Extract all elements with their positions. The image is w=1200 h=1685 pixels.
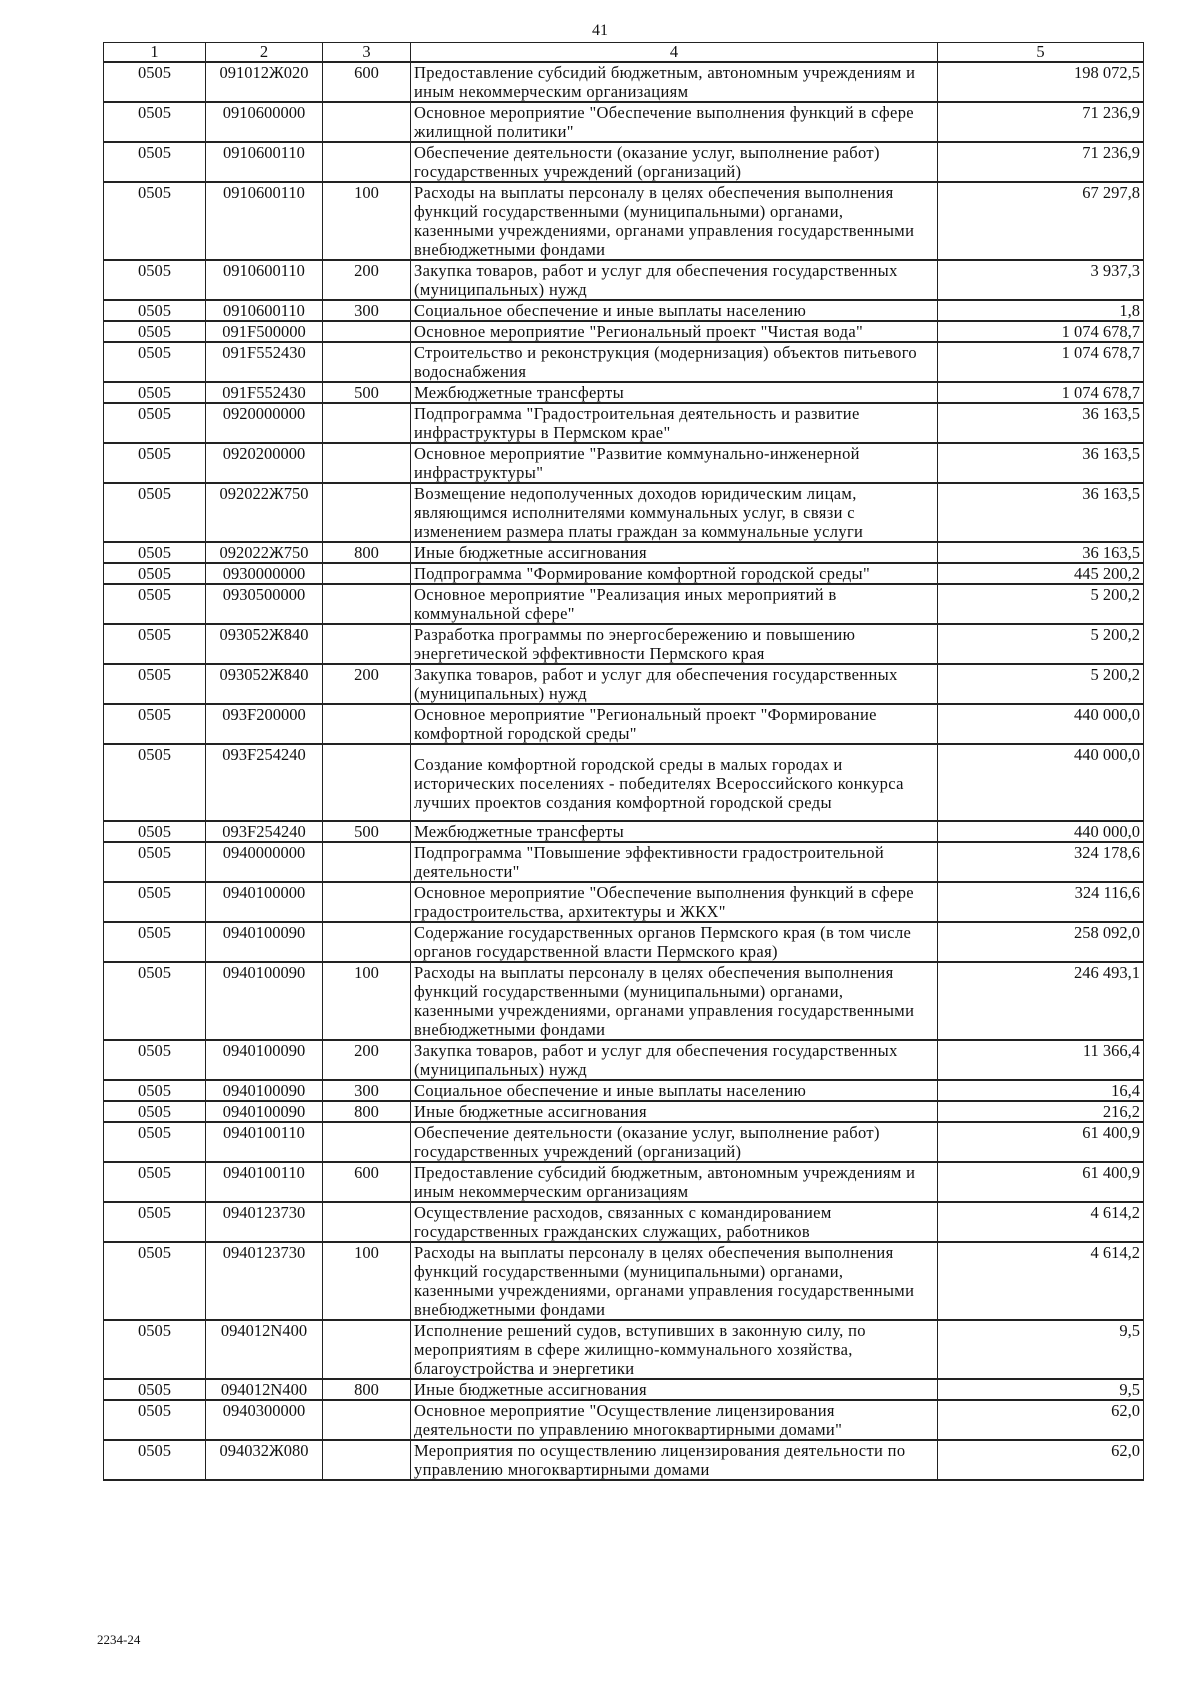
target-article-code-cell: 091F552430: [206, 342, 323, 382]
section-code-cell: 0505: [104, 1040, 206, 1080]
section-code-cell: 0505: [104, 664, 206, 704]
table-body: [104, 62, 1144, 1480]
footer-code: 2234-24: [97, 1632, 141, 1647]
expense-type-code-cell: [323, 704, 411, 744]
target-article-code-cell: 091012Ж020: [206, 62, 323, 102]
table-row: [104, 260, 1144, 300]
description-cell: Межбюджетные трансферты: [411, 821, 938, 842]
page-number: 41: [592, 22, 608, 39]
amount-cell: 4 614,2: [938, 1202, 1144, 1242]
amount-cell: 36 163,5: [938, 542, 1144, 563]
description-cell: Подпрограмма "Формирование комфортной городской среды": [411, 563, 938, 584]
table-row: [104, 704, 1144, 744]
target-article-code-cell: 091F552430: [206, 382, 323, 403]
amount-cell: 4 614,2: [938, 1242, 1144, 1320]
amount-cell: 36 163,5: [938, 483, 1144, 542]
expense-type-code-cell: 500: [323, 382, 411, 403]
target-article-code-cell: 0940100000: [206, 882, 323, 922]
section-code-cell: 0505: [104, 922, 206, 962]
table-row: [104, 624, 1144, 664]
section-code-cell: 0505: [104, 62, 206, 102]
section-code-cell: 0505: [104, 260, 206, 300]
expense-type-code-cell: [323, 1202, 411, 1242]
description-cell: Основное мероприятие "Реализация иных мероприятий в коммунальной сфере": [411, 584, 938, 624]
expense-type-code-cell: 300: [323, 1080, 411, 1101]
section-code-cell: 0505: [104, 704, 206, 744]
target-article-code-cell: 093052Ж840: [206, 624, 323, 664]
target-article-code-cell: 093052Ж840: [206, 664, 323, 704]
amount-cell: 246 493,1: [938, 962, 1144, 1040]
target-article-code-cell: 0910600110: [206, 142, 323, 182]
expense-type-code-cell: 500: [323, 821, 411, 842]
expense-type-code-cell: 800: [323, 542, 411, 563]
section-code-cell: 0505: [104, 624, 206, 664]
header-col-4: 4: [411, 43, 938, 63]
description-cell: Создание комфортной городской среды в малых городах и исторических поселениях - победителях Всероссийского конкурса лучших проектов создания комфортной городской среды: [411, 744, 938, 821]
description-cell: Обеспечение деятельности (оказание услуг, выполнение работ) государственных учреждений (организаций): [411, 142, 938, 182]
description-cell: Межбюджетные трансферты: [411, 382, 938, 403]
section-code-cell: 0505: [104, 182, 206, 260]
section-code-cell: 0505: [104, 1202, 206, 1242]
expense-type-code-cell: [323, 443, 411, 483]
expense-type-code-cell: 200: [323, 260, 411, 300]
section-code-cell: 0505: [104, 821, 206, 842]
table-row: [104, 1101, 1144, 1122]
table-row: [104, 182, 1144, 260]
section-code-cell: 0505: [104, 382, 206, 403]
target-article-code-cell: 0930000000: [206, 563, 323, 584]
amount-cell: 36 163,5: [938, 403, 1144, 443]
expense-type-code-cell: 100: [323, 182, 411, 260]
expense-type-code-cell: [323, 483, 411, 542]
target-article-code-cell: 092022Ж750: [206, 542, 323, 563]
amount-cell: 71 236,9: [938, 142, 1144, 182]
table-row: [104, 922, 1144, 962]
description-cell: Предоставление субсидий бюджетным, автономным учреждениям и иным некоммерческим организациям: [411, 1162, 938, 1202]
expense-type-code-cell: [323, 882, 411, 922]
target-article-code-cell: 0920200000: [206, 443, 323, 483]
amount-cell: 71 236,9: [938, 102, 1144, 142]
description-cell: Основное мероприятие "Региональный проект "Формирование комфортной городской среды": [411, 704, 938, 744]
section-code-cell: 0505: [104, 1242, 206, 1320]
description-cell: Закупка товаров, работ и услуг для обеспечения государственных (муниципальных) нужд: [411, 260, 938, 300]
table-row: [104, 382, 1144, 403]
section-code-cell: 0505: [104, 563, 206, 584]
table-row: [104, 321, 1144, 342]
section-code-cell: 0505: [104, 1101, 206, 1122]
amount-cell: 324 116,6: [938, 882, 1144, 922]
target-article-code-cell: 0940123730: [206, 1242, 323, 1320]
table-row: [104, 882, 1144, 922]
table-row: [104, 102, 1144, 142]
description-cell: Основное мероприятие "Осуществление лицензирования деятельности по управлению многоквартирными домами": [411, 1400, 938, 1440]
expense-type-code-cell: [323, 584, 411, 624]
target-article-code-cell: 0910600110: [206, 260, 323, 300]
amount-cell: 62,0: [938, 1400, 1144, 1440]
section-code-cell: 0505: [104, 744, 206, 821]
amount-cell: 1,8: [938, 300, 1144, 321]
header-col-5: 5: [938, 43, 1144, 63]
expense-type-code-cell: [323, 1400, 411, 1440]
expense-type-code-cell: 800: [323, 1379, 411, 1400]
table-row: [104, 1242, 1144, 1320]
description-cell: Социальное обеспечение и иные выплаты населению: [411, 300, 938, 321]
table-row: [104, 542, 1144, 563]
table-row: [104, 1400, 1144, 1440]
table-row: [104, 821, 1144, 842]
amount-cell: 440 000,0: [938, 821, 1144, 842]
description-cell: Разработка программы по энергосбережению и повышению энергетической эффективности Пермского края: [411, 624, 938, 664]
target-article-code-cell: 094012N400: [206, 1320, 323, 1379]
amount-cell: 11 366,4: [938, 1040, 1144, 1080]
header-col-1: 1: [104, 43, 206, 63]
description-cell: Иные бюджетные ассигнования: [411, 1379, 938, 1400]
target-article-code-cell: 0940100090: [206, 922, 323, 962]
expense-type-code-cell: [323, 1122, 411, 1162]
target-article-code-cell: 0920000000: [206, 403, 323, 443]
section-code-cell: 0505: [104, 1122, 206, 1162]
expense-type-code-cell: [323, 102, 411, 142]
table-row: [104, 664, 1144, 704]
target-article-code-cell: 0940100090: [206, 1080, 323, 1101]
target-article-code-cell: 0940000000: [206, 842, 323, 882]
target-article-code-cell: 0940100090: [206, 962, 323, 1040]
section-code-cell: 0505: [104, 584, 206, 624]
table-row: [104, 300, 1144, 321]
expense-type-code-cell: [323, 563, 411, 584]
target-article-code-cell: 093F200000: [206, 704, 323, 744]
target-article-code-cell: 094012N400: [206, 1379, 323, 1400]
description-cell: Строительство и реконструкция (модернизация) объектов питьевого водоснабжения: [411, 342, 938, 382]
description-cell: Мероприятия по осуществлению лицензирования деятельности по управлению многоквартирными домами: [411, 1440, 938, 1480]
section-code-cell: 0505: [104, 443, 206, 483]
target-article-code-cell: 0910600110: [206, 300, 323, 321]
expense-type-code-cell: 200: [323, 664, 411, 704]
table-row: [104, 1202, 1144, 1242]
amount-cell: 3 937,3: [938, 260, 1144, 300]
table-row: [104, 342, 1144, 382]
expense-type-code-cell: 300: [323, 300, 411, 321]
amount-cell: 440 000,0: [938, 704, 1144, 744]
expense-type-code-cell: [323, 1440, 411, 1480]
description-cell: Социальное обеспечение и иные выплаты населению: [411, 1080, 938, 1101]
description-cell: Содержание государственных органов Пермского края (в том числе органов государственной власти Пермского края): [411, 922, 938, 962]
section-code-cell: 0505: [104, 962, 206, 1040]
section-code-cell: 0505: [104, 403, 206, 443]
section-code-cell: 0505: [104, 1320, 206, 1379]
table-row: [104, 142, 1144, 182]
target-article-code-cell: 0940300000: [206, 1400, 323, 1440]
expense-type-code-cell: [323, 744, 411, 821]
section-code-cell: 0505: [104, 300, 206, 321]
section-code-cell: 0505: [104, 1162, 206, 1202]
amount-cell: 9,5: [938, 1320, 1144, 1379]
table-row: [104, 962, 1144, 1040]
expense-type-code-cell: 800: [323, 1101, 411, 1122]
section-code-cell: 0505: [104, 483, 206, 542]
table-row: [104, 62, 1144, 102]
description-cell: Закупка товаров, работ и услуг для обеспечения государственных (муниципальных) нужд: [411, 1040, 938, 1080]
amount-cell: 61 400,9: [938, 1122, 1144, 1162]
table-row: [104, 1080, 1144, 1101]
table-row: [104, 1162, 1144, 1202]
description-cell: Расходы на выплаты персоналу в целях обеспечения выполнения функций государственными (муниципальными) органами, казенными учреждениями, органами управления государственными внебюджетными фондами: [411, 182, 938, 260]
section-code-cell: 0505: [104, 102, 206, 142]
section-code-cell: 0505: [104, 321, 206, 342]
description-cell: Исполнение решений судов, вступивших в законную силу, по мероприятиям в сфере жилищно-коммунального хозяйства, благоустройства и энергетики: [411, 1320, 938, 1379]
amount-cell: 61 400,9: [938, 1162, 1144, 1202]
table-row: [104, 584, 1144, 624]
amount-cell: 5 200,2: [938, 664, 1144, 704]
table-row: [104, 1379, 1144, 1400]
target-article-code-cell: 0940123730: [206, 1202, 323, 1242]
table-row: [104, 443, 1144, 483]
table-row: [104, 1440, 1144, 1480]
amount-cell: 1 074 678,7: [938, 321, 1144, 342]
expense-type-code-cell: [323, 403, 411, 443]
target-article-code-cell: 093F254240: [206, 821, 323, 842]
section-code-cell: 0505: [104, 842, 206, 882]
description-cell: Иные бюджетные ассигнования: [411, 542, 938, 563]
table-row: [104, 563, 1144, 584]
description-cell: Расходы на выплаты персоналу в целях обеспечения выполнения функций государственными (муниципальными) органами, казенными учреждениями, органами управления государственными внебюджетными фондами: [411, 1242, 938, 1320]
amount-cell: 198 072,5: [938, 62, 1144, 102]
description-cell: Осуществление расходов, связанных с командированием государственных гражданских служащих, работников: [411, 1202, 938, 1242]
section-code-cell: 0505: [104, 1080, 206, 1101]
table-row: [104, 1122, 1144, 1162]
description-cell: Возмещение недополученных доходов юридическим лицам, являющимся исполнителями коммунальных услуг, в связи с изменением размера платы граждан за коммунальные услуги: [411, 483, 938, 542]
amount-cell: 5 200,2: [938, 584, 1144, 624]
expense-type-code-cell: [323, 142, 411, 182]
amount-cell: 9,5: [938, 1379, 1144, 1400]
expense-type-code-cell: 600: [323, 62, 411, 102]
target-article-code-cell: 092022Ж750: [206, 483, 323, 542]
amount-cell: 1 074 678,7: [938, 382, 1144, 403]
target-article-code-cell: 091F500000: [206, 321, 323, 342]
amount-cell: 1 074 678,7: [938, 342, 1144, 382]
amount-cell: 62,0: [938, 1440, 1144, 1480]
description-cell: Подпрограмма "Повышение эффективности градостроительной деятельности": [411, 842, 938, 882]
section-code-cell: 0505: [104, 542, 206, 563]
section-code-cell: 0505: [104, 1379, 206, 1400]
amount-cell: 16,4: [938, 1080, 1144, 1101]
section-code-cell: 0505: [104, 1400, 206, 1440]
amount-cell: 36 163,5: [938, 443, 1144, 483]
description-cell: Иные бюджетные ассигнования: [411, 1101, 938, 1122]
target-article-code-cell: 0910600110: [206, 182, 323, 260]
expense-type-code-cell: 100: [323, 962, 411, 1040]
description-cell: Основное мероприятие "Обеспечение выполнения функций в сфере градостроительства, архитектуры и ЖКХ": [411, 882, 938, 922]
description-cell: Основное мероприятие "Региональный проект "Чистая вода": [411, 321, 938, 342]
amount-cell: 445 200,2: [938, 563, 1144, 584]
description-cell: Предоставление субсидий бюджетным, автономным учреждениям и иным некоммерческим организациям: [411, 62, 938, 102]
amount-cell: 67 297,8: [938, 182, 1144, 260]
expense-type-code-cell: [323, 842, 411, 882]
description-cell: Расходы на выплаты персоналу в целях обеспечения выполнения функций государственными (муниципальными) органами, казенными учреждениями, органами управления государственными внебюджетными фондами: [411, 962, 938, 1040]
table-row: [104, 483, 1144, 542]
target-article-code-cell: 0940100110: [206, 1162, 323, 1202]
expense-type-code-cell: [323, 624, 411, 664]
table-row: [104, 1320, 1144, 1379]
expense-type-code-cell: [323, 342, 411, 382]
description-cell: Обеспечение деятельности (оказание услуг, выполнение работ) государственных учреждений (организаций): [411, 1122, 938, 1162]
target-article-code-cell: 0940100090: [206, 1101, 323, 1122]
section-code-cell: 0505: [104, 882, 206, 922]
expense-type-code-cell: [323, 922, 411, 962]
amount-cell: 440 000,0: [938, 744, 1144, 821]
target-article-code-cell: 0930500000: [206, 584, 323, 624]
expense-type-code-cell: 600: [323, 1162, 411, 1202]
section-code-cell: 0505: [104, 142, 206, 182]
target-article-code-cell: 0910600000: [206, 102, 323, 142]
section-code-cell: 0505: [104, 342, 206, 382]
description-cell: Подпрограмма "Градостроительная деятельность и развитие инфраструктуры в Пермском крае": [411, 403, 938, 443]
header-col-2: 2: [206, 43, 323, 63]
table-row: [104, 403, 1144, 443]
description-cell: Основное мероприятие "Развитие коммунально-инженерной инфраструктуры": [411, 443, 938, 483]
table-row: [104, 842, 1144, 882]
target-article-code-cell: 0940100110: [206, 1122, 323, 1162]
description-cell: Основное мероприятие "Обеспечение выполнения функций в сфере жилищной политики": [411, 102, 938, 142]
amount-cell: 258 092,0: [938, 922, 1144, 962]
expense-type-code-cell: 200: [323, 1040, 411, 1080]
target-article-code-cell: 094032Ж080: [206, 1440, 323, 1480]
table-row: [104, 1040, 1144, 1080]
table-row: [104, 744, 1144, 821]
amount-cell: 216,2: [938, 1101, 1144, 1122]
expense-type-code-cell: 100: [323, 1242, 411, 1320]
budget-table: [103, 42, 1144, 1481]
amount-cell: 5 200,2: [938, 624, 1144, 664]
expense-type-code-cell: [323, 321, 411, 342]
expense-type-code-cell: [323, 1320, 411, 1379]
header-row: [104, 43, 1144, 63]
target-article-code-cell: 093F254240: [206, 744, 323, 821]
amount-cell: 324 178,6: [938, 842, 1144, 882]
section-code-cell: 0505: [104, 1440, 206, 1480]
header-col-3: 3: [323, 43, 411, 63]
target-article-code-cell: 0940100090: [206, 1040, 323, 1080]
description-cell: Закупка товаров, работ и услуг для обеспечения государственных (муниципальных) нужд: [411, 664, 938, 704]
